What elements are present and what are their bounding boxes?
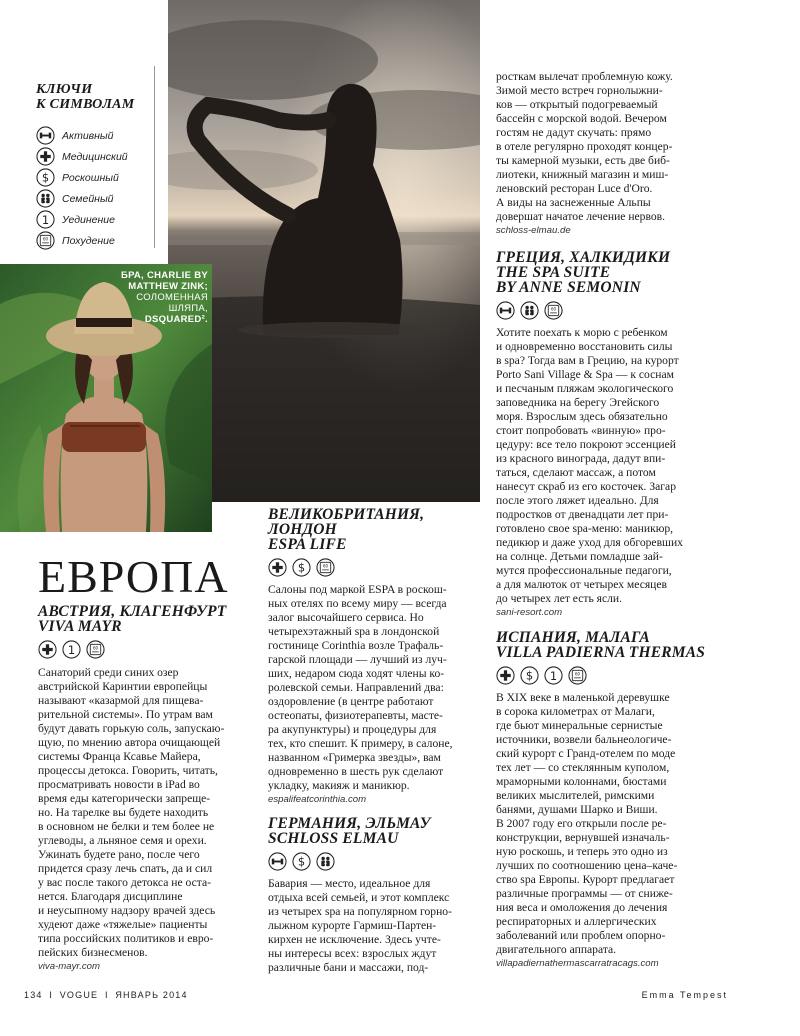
medical-cross-icon bbox=[496, 666, 515, 685]
legend-item-weightloss: Похудение bbox=[36, 230, 154, 251]
spain-heading: ИСПАНИЯ, МАЛАГА VILLA PADIERNA THERMAS bbox=[496, 629, 706, 661]
article-germany bbox=[268, 816, 490, 975]
legend-item-family: Семейный bbox=[36, 188, 154, 209]
photo-woman-in-sea bbox=[168, 0, 480, 502]
dumbbell-icon bbox=[268, 852, 287, 871]
uk-icons bbox=[268, 558, 488, 577]
greece-body: Хотите поехать к морю с ребенком и одновременно восстановить силы в spa? Тогда вам в Грецию, на курорт Porto Sani Village & Spa — к соснам и песчаным пляжам экологического заповедника на берегу Эгейского моря. Взрослым здесь обязательно стоит попробовать «винную» про- цедуру: все тело покроют эссенцией из красного винограда, дадут впи- таться, сделают массаж, а потом нанесут скраб из его косточек. Загар после этого ляжет идеально. Для подростков от двенадцати лет при- готовлено свое spa-меню: маникюр, педикюр и даже уход для обгоревших на солнце. Детьми помладше зай- мутся профессиональные педагоги, а для малюток от четырех месяцев до четырех лет есть ясли. bbox=[496, 326, 683, 605]
legend-item-active: Активный bbox=[36, 125, 154, 146]
uk-body: Салоны под маркой ESPA в роскош- ных отелях по всему миру — всегда залог высочайшего сервиса. Но четырехэтажный spa в лондонской гостинице Corinthia возле Трафаль- гарской площади — лучший из луч- ших, недаром сюда ходят члены ко- ролевской семьи. Направлений два: оздоровление (в центре работают остеопаты, физиотерапевты, масте- ра акупунктуры) и процедуры для тех, кто спешит. К примеру, в салоне, названном «Гримерка звезды», вам одновременно в шесть рук сделают укладку, макияж и маникюр. bbox=[268, 583, 453, 792]
dollar-icon bbox=[292, 852, 311, 871]
scale-icon bbox=[544, 301, 563, 320]
greece-icons bbox=[496, 301, 726, 320]
family-icon bbox=[520, 301, 539, 320]
spain-body: В XIX веке в маленькой деревушке в сорока километрах от Малаги, где бьют минеральные сернистые источники, возвели бальнеологиче- ский курорт с Гранд-отелем по моде тех лет — со стеклянным куполом, мраморными колоннами, бюстами великих мыслителей, римскими банями, душами Шарко и Виши. В 2007 году его открыли после ре- конструкции, вернувшей изначаль- ную роскошь, и теперь это одно из лучших по соотношению цена–каче- ство spa Европы. Курорт предлагает различные программы — от сниже- ния веса и омоложения до лечения респираторных и аллергических заболеваний или проблем опорно- двигательного аппарата. bbox=[496, 691, 678, 956]
article-greece bbox=[496, 250, 726, 618]
spain-icons bbox=[496, 666, 732, 685]
greece-heading: ГРЕЦИЯ, ХАЛКИДИКИ THE SPA SUITE BY ANNE SEMONIN bbox=[496, 249, 671, 296]
page-number: 134 bbox=[24, 990, 43, 1000]
dollar-icon bbox=[520, 666, 539, 685]
legend-item-luxury: Роскошный bbox=[36, 167, 154, 188]
article-germany-continued bbox=[496, 70, 726, 236]
germany-body: Бавария — место, идеальное для отдыха всей семьей, и этот комплекс из четырех spa на популярном горно- лыжном курорте Гармиш-Партен- кирхен не исключение. Здесь учте- ны интересы всех: взрослых ждут различные бани и массажи, под- bbox=[268, 877, 452, 974]
one-icon bbox=[544, 666, 563, 685]
dollar-icon bbox=[36, 168, 55, 187]
austria-link[interactable]: viva-mayr.com bbox=[38, 961, 101, 972]
legend-title: КЛЮЧИ К СИМВОЛАМ bbox=[36, 82, 135, 112]
issue-date: ЯНВАРЬ 2014 bbox=[115, 990, 188, 1000]
magazine-name: VOGUE bbox=[59, 990, 99, 1000]
one-icon bbox=[62, 640, 81, 659]
photographer-credit: Emma Tempest bbox=[641, 990, 728, 1000]
dumbbell-icon bbox=[36, 126, 55, 145]
greece-link[interactable]: sani-resort.com bbox=[496, 607, 563, 618]
legend-list bbox=[36, 125, 154, 251]
section-title: ЕВРОПА bbox=[38, 551, 229, 602]
photo-model-in-hat bbox=[0, 264, 212, 532]
scale-icon bbox=[568, 666, 587, 685]
austria-heading: АВСТРИЯ, КЛАГЕНФУРТ VIVA MAYR bbox=[38, 603, 227, 635]
scale-icon bbox=[86, 640, 105, 659]
article-spain bbox=[496, 630, 732, 969]
dumbbell-icon bbox=[496, 301, 515, 320]
dollar-icon bbox=[292, 558, 311, 577]
legend-item-medical: Медицинский bbox=[36, 146, 154, 167]
page-footer bbox=[24, 990, 188, 1000]
medical-cross-icon bbox=[268, 558, 287, 577]
germany-link[interactable]: schloss-elmau.de bbox=[496, 225, 571, 236]
germany-body-continued: росткам вылечат проблемную кожу. Зимой место встреч горнолыжни- ков — открытый подогреваемый бассейн с морской водой. Вечером гостям не дадут скучать: прямо в отеле регулярно проходят концер- ты камерной музыки, есть две биб- лиотеки, книжный магазин и миш- леновский ресторан Luce d'Oro. А виды на заснеженные Альпы довершат начатое лечение нервов. bbox=[496, 70, 673, 223]
legend-item-solitude: Уединение bbox=[36, 209, 154, 230]
symbols-legend bbox=[36, 66, 155, 248]
photo-credit: БРА, CHARLIE BY MATTHEW ZINK; СОЛОМЕННАЯ ШЛЯПА, DSQUARED². bbox=[120, 270, 208, 325]
article-uk bbox=[268, 507, 488, 805]
uk-heading: ВЕЛИКОБРИТАНИЯ, ЛОНДОН ESPA LIFE bbox=[268, 506, 425, 553]
scale-icon bbox=[316, 558, 335, 577]
medical-cross-icon bbox=[38, 640, 57, 659]
footer-separator: I bbox=[104, 990, 109, 1000]
spain-link[interactable]: villapadiernathermascarratracags.com bbox=[496, 958, 659, 969]
austria-body: Санаторий среди синих озер австрийской Каринтии европейцы называют «казармой для пищева- рительной системы». По утрам вам будут давать горькую соль, запускаю- щую, по мнению автора очищающей системы Франца Ксавье Майера, процессы детокса. Говорить, читать, просматривать новости в iPad во время еды категорически запреще- но. На тарелке вы будете находить в основном не белки и тем более не углеводы, а льняное семя и орехи. Ужинать будете рано, после чего придется сразу лечь спать, да и сил у вас после такого детокса не оста- нется. Благодаря дисциплине и неусыпному надзору врачей здесь худеют даже «тяжелые» пациенты типа российских политиков и евро- пейских бизнесменов. bbox=[38, 666, 225, 959]
family-icon bbox=[36, 189, 55, 208]
germany-icons bbox=[268, 852, 490, 871]
uk-link[interactable]: espalifeatcorinthia.com bbox=[268, 794, 367, 805]
medical-cross-icon bbox=[36, 147, 55, 166]
family-icon bbox=[316, 852, 335, 871]
germany-heading: ГЕРМАНИЯ, ЭЛЬМАУ SCHLOSS ELMAU bbox=[268, 815, 431, 847]
article-austria bbox=[38, 604, 256, 972]
austria-icons bbox=[38, 640, 256, 659]
one-icon bbox=[36, 210, 55, 229]
footer-separator: I bbox=[49, 990, 54, 1000]
scale-icon bbox=[36, 231, 55, 250]
